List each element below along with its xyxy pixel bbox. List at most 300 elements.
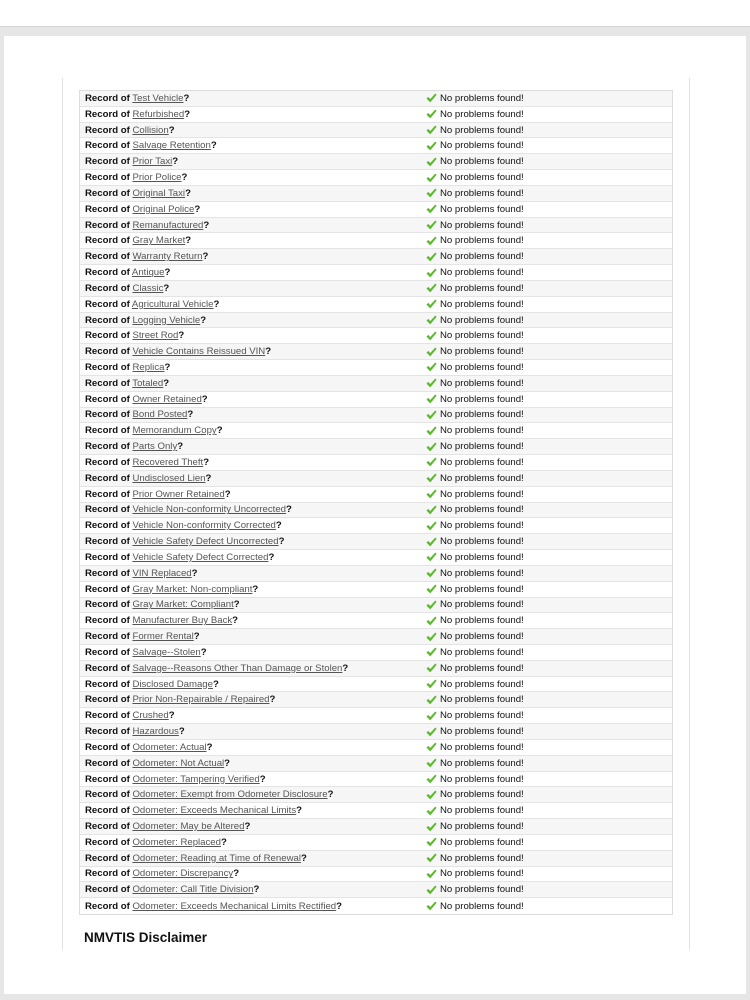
record-type-link[interactable]: Odometer: Not Actual [132,757,225,769]
record-prefix: Record of [85,789,130,801]
record-row [80,898,672,914]
record-row [80,138,672,154]
checkmark-icon [426,853,437,863]
record-row [80,123,672,139]
record-question-mark: ? [296,805,303,817]
record-status [426,536,524,547]
status-text: No problems found! [440,330,524,342]
checkmark-icon [426,109,437,119]
record-status [426,409,524,420]
record-status [426,93,524,104]
record-type-link[interactable]: Remanufactured [132,219,204,231]
record-status [426,710,524,721]
checkmark-icon [426,236,437,246]
status-text: No problems found! [440,757,524,769]
record-question-mark: ? [300,852,307,864]
record-prefix: Record of [85,282,130,294]
record-label [80,884,426,895]
record-type-link[interactable]: Odometer: May be Altered [132,821,245,832]
status-text: No problems found! [440,536,524,548]
record-type-link[interactable]: Collision [132,124,169,136]
checkmark-icon [426,537,437,547]
record-prefix: Record of [85,583,130,595]
record-status [426,758,524,769]
status-text: No problems found! [440,409,524,421]
record-label [80,584,426,595]
record-question-mark: ? [224,488,231,500]
record-label [80,378,426,389]
record-status [426,789,524,800]
checkmark-icon [426,188,437,198]
checkmark-icon [426,901,437,911]
record-type-link[interactable]: Odometer: Call Title Division [132,884,254,896]
record-question-mark: ? [216,425,223,437]
checkmark-icon [426,822,437,832]
record-type-link[interactable]: Vehicle Non-conformity Uncorrected [132,504,287,516]
record-row [80,740,672,756]
record-row [80,471,672,487]
record-status [426,425,524,436]
checkmark-icon [426,457,437,467]
record-prefix: Record of [85,599,130,611]
record-label [80,346,426,357]
record-prefix: Record of [85,726,130,738]
record-prefix: Record of [85,140,130,152]
record-row [80,107,672,123]
status-text: No problems found! [440,346,524,358]
checkmark-icon [426,758,437,768]
record-question-mark: ? [168,124,175,136]
record-status [426,868,524,879]
record-status [426,615,524,626]
record-type-link[interactable]: Gray Market: Non-compliant [132,583,253,595]
record-question-mark: ? [181,172,188,184]
record-prefix: Record of [85,267,130,279]
status-text: No problems found! [440,298,524,310]
record-type-link[interactable]: Vehicle Safety Defect Corrected [132,551,269,563]
record-type-link[interactable]: Recovered Theft [132,456,204,468]
record-row [80,613,672,629]
record-status [426,552,524,563]
record-prefix: Record of [85,488,130,500]
record-type-link[interactable]: Crushed [132,710,169,722]
record-type-link[interactable]: Totaled [132,377,164,389]
checkmark-icon [426,647,437,657]
record-row [80,186,672,202]
record-label [80,821,426,832]
record-row [80,882,672,898]
record-status [426,125,524,136]
record-row [80,360,672,376]
record-label [80,204,426,215]
record-status [426,584,524,595]
record-type-link[interactable]: Hazardous [132,726,179,738]
record-question-mark: ? [184,108,191,120]
record-label [80,267,426,278]
record-prefix: Record of [85,852,130,864]
record-status [426,235,524,246]
checkmark-icon [426,125,437,135]
checkmark-icon [426,378,437,388]
record-type-link[interactable]: Odometer: Actual [132,741,207,753]
status-text: No problems found! [440,805,524,817]
record-label [80,188,426,199]
record-type-link[interactable]: Refurbished [132,108,185,120]
record-row [80,724,672,740]
status-text: No problems found! [440,599,524,611]
status-text: No problems found! [440,92,524,104]
record-type-link[interactable]: VIN Replaced [132,567,192,579]
record-type-link[interactable]: Prior Police [132,172,182,184]
record-question-mark: ? [210,140,217,152]
record-question-mark: ? [205,472,212,484]
status-text: No problems found! [440,662,524,674]
record-type-link[interactable]: Gray Market [132,235,186,247]
record-question-mark: ? [269,694,276,706]
record-type-link[interactable]: Odometer: Exempt from Odometer Disclosure [132,789,328,801]
record-row [80,851,672,867]
record-label [80,710,426,721]
record-question-mark: ? [203,456,210,468]
record-row [80,756,672,772]
status-text: No problems found! [440,314,524,326]
record-label [80,235,426,246]
report-content [62,78,690,950]
record-question-mark: ? [164,267,171,279]
record-label [80,156,426,167]
record-label [80,220,426,231]
record-question-mark: ? [278,536,285,548]
record-prefix: Record of [85,108,130,120]
record-row [80,392,672,408]
record-row [80,408,672,424]
status-text: No problems found! [440,251,524,263]
status-text: No problems found! [440,140,524,152]
record-row [80,629,672,645]
checkmark-icon [426,410,437,420]
record-row [80,218,672,234]
record-type-link[interactable]: Prior Non-Repairable / Repaired [132,694,270,706]
record-label [80,330,426,341]
checkmark-icon [426,727,437,737]
record-type-link[interactable]: Agricultural Vehicle [131,298,214,310]
record-prefix: Record of [85,156,130,168]
status-text: No problems found! [440,203,524,215]
status-text: No problems found! [440,472,524,484]
record-label [80,109,426,120]
record-question-mark: ? [187,409,194,421]
record-status [426,204,524,215]
record-row [80,249,672,265]
record-label [80,536,426,547]
record-prefix: Record of [85,741,130,753]
record-status [426,330,524,341]
record-prefix: Record of [85,757,130,769]
record-status [426,394,524,405]
checkmark-icon [426,362,437,372]
checkmark-icon [426,347,437,357]
status-text: No problems found! [440,646,524,658]
record-label [80,599,426,610]
status-text: No problems found! [440,361,524,373]
record-row [80,376,672,392]
record-prefix: Record of [85,187,130,199]
record-prefix: Record of [85,884,130,896]
record-type-link[interactable]: Salvage--Reasons Other Than Damage or Stolen [132,662,343,674]
record-type-link[interactable]: Logging Vehicle [132,314,201,326]
record-question-mark: ? [224,757,231,769]
record-label [80,504,426,515]
record-status [426,299,524,310]
record-question-mark: ? [168,710,175,722]
record-label [80,489,426,500]
checkmark-icon [426,869,437,879]
record-status [426,489,524,500]
record-label [80,409,426,420]
record-question-mark: ? [194,203,201,215]
record-prefix: Record of [85,330,130,342]
record-type-link[interactable]: Bond Posted [132,409,188,421]
record-status [426,378,524,389]
record-status [426,568,524,579]
record-type-link[interactable]: Manufacturer Buy Back [132,615,233,627]
record-type-link[interactable]: Classic [132,282,164,294]
record-status [426,726,524,737]
record-status [426,346,524,357]
record-prefix: Record of [85,346,130,358]
record-prefix: Record of [85,678,130,690]
record-type-link[interactable]: Memorandum Copy [132,425,217,437]
checkmark-icon [426,806,437,816]
checkmark-icon [426,173,437,183]
record-type-link[interactable]: Antique [131,267,165,279]
record-row [80,787,672,803]
record-type-link[interactable]: Prior Owner Retained [132,488,225,500]
record-prefix: Record of [85,504,130,516]
record-type-link[interactable]: Vehicle Contains Reissued VIN [132,346,266,358]
status-text: No problems found! [440,393,524,405]
checkmark-icon [426,331,437,341]
record-prefix: Record of [85,425,130,437]
disclaimer-heading: NMVTIS Disclaimer [84,930,208,945]
record-prefix: Record of [85,821,130,832]
status-text: No problems found! [440,108,524,120]
record-type-link[interactable]: Odometer: Tampering Verified [132,773,260,785]
record-question-mark: ? [193,631,200,643]
record-row [80,772,672,788]
record-type-link[interactable]: Salvage Retention [132,140,211,152]
record-prefix: Record of [85,805,130,817]
record-question-mark: ? [202,251,209,263]
checkmark-icon [426,252,437,262]
record-label [80,647,426,658]
record-question-mark: ? [191,567,198,579]
record-row [80,202,672,218]
record-type-link[interactable]: Odometer: Discrepancy [132,868,234,880]
record-prefix: Record of [85,520,130,532]
record-prefix: Record of [85,172,130,184]
status-text: No problems found! [440,219,524,231]
record-type-link[interactable]: Odometer: Reading at Time of Renewal [132,852,301,864]
checkmark-icon [426,679,437,689]
record-label [80,679,426,690]
checkmark-icon [426,505,437,515]
previous-page-edge [0,0,750,27]
record-row [80,835,672,851]
record-question-mark: ? [233,599,240,611]
record-label [80,726,426,737]
status-text: No problems found! [440,583,524,595]
checkmark-icon [426,315,437,325]
record-type-link[interactable]: Original Police [132,203,195,215]
record-question-mark: ? [183,92,190,104]
record-type-link[interactable]: Replica [132,361,165,373]
record-label [80,299,426,310]
record-row [80,645,672,661]
record-prefix: Record of [85,710,130,722]
status-text: No problems found! [440,852,524,864]
record-prefix: Record of [85,551,130,563]
record-prefix: Record of [85,900,130,912]
record-question-mark: ? [220,836,227,848]
record-type-link[interactable]: Prior Taxi [132,156,173,168]
document-page [4,36,746,994]
record-row [80,344,672,360]
record-prefix: Record of [85,868,130,880]
record-question-mark: ? [164,361,171,373]
checkmark-icon [426,141,437,151]
status-text: No problems found! [440,156,524,168]
record-status [426,884,524,895]
record-status [426,694,524,705]
status-text: No problems found! [440,377,524,389]
record-row [80,867,672,883]
record-question-mark: ? [185,187,191,199]
record-type-link[interactable]: Vehicle Safety Defect Uncorrected [132,536,279,548]
record-label [80,615,426,626]
record-label [80,140,426,151]
status-text: No problems found! [440,789,524,801]
checkmark-icon [426,394,437,404]
record-status [426,251,524,262]
checkmark-icon [426,204,437,214]
record-question-mark: ? [233,868,240,880]
record-status [426,220,524,231]
record-question-mark: ? [268,551,275,563]
record-prefix: Record of [85,773,130,785]
checkmark-icon [426,299,437,309]
status-text: No problems found! [440,124,524,136]
record-status [426,504,524,515]
record-label [80,552,426,563]
record-status [426,520,524,531]
checkmark-icon [426,616,437,626]
record-status [426,821,524,832]
status-text: No problems found! [440,868,524,880]
record-label [80,742,426,753]
record-row [80,661,672,677]
record-prefix: Record of [85,203,130,215]
status-text: No problems found! [440,425,524,437]
record-type-link[interactable]: Owner Retained [132,393,202,405]
record-status [426,172,524,183]
record-status [426,109,524,120]
record-type-link[interactable]: Disclosed Damage [132,678,213,690]
record-row [80,550,672,566]
record-type-link[interactable]: Former Rental [132,631,194,643]
record-type-link[interactable]: Odometer: Exceeds Mechanical Limits [132,805,297,817]
record-label [80,868,426,879]
status-text: No problems found! [440,631,524,643]
record-type-link[interactable]: Undisclosed Lien [132,472,206,484]
status-text: No problems found! [440,615,524,627]
record-prefix: Record of [85,456,130,468]
checkmark-icon [426,283,437,293]
record-type-link[interactable]: Odometer: Exceeds Mechanical Limits Rectified [132,900,337,912]
record-prefix: Record of [85,836,130,848]
record-question-mark: ? [178,330,185,342]
record-question-mark: ? [203,219,210,231]
status-text: No problems found! [440,551,524,563]
record-status [426,774,524,785]
checkmark-icon [426,584,437,594]
record-type-link[interactable]: Street Rod [132,330,179,342]
record-row [80,598,672,614]
record-question-mark: ? [163,377,170,389]
record-type-link[interactable]: Odometer: Replaced [132,836,221,848]
record-prefix: Record of [85,219,130,231]
record-question-mark: ? [212,678,219,690]
checkmark-icon [426,711,437,721]
record-status [426,663,524,674]
record-question-mark: ? [259,773,266,785]
record-prefix: Record of [85,251,130,263]
record-type-link[interactable]: Parts Only [132,441,178,453]
record-prefix: Record of [85,646,130,658]
status-text: No problems found! [440,773,524,785]
record-question-mark: ? [265,346,272,358]
checkmark-icon [426,268,437,278]
record-row [80,582,672,598]
record-row [80,819,672,835]
checkmark-icon [426,442,437,452]
record-prefix: Record of [85,615,130,627]
record-prefix: Record of [85,393,130,405]
status-text: No problems found! [440,821,524,832]
record-question-mark: ? [253,884,260,896]
record-type-link[interactable]: Original Taxi [132,187,186,199]
record-type-link[interactable]: Test Vehicle [132,92,184,104]
record-question-mark: ? [200,646,207,658]
record-type-link[interactable]: Gray Market: Compliant [132,599,234,611]
record-status [426,901,524,912]
record-question-mark: ? [244,821,251,832]
checkmark-icon [426,885,437,895]
record-type-link[interactable]: Salvage--Stolen [132,646,201,658]
record-status [426,742,524,753]
record-label [80,425,426,436]
record-prefix: Record of [85,694,130,706]
record-question-mark: ? [286,504,292,516]
record-type-link[interactable]: Vehicle Non-conformity Corrected [132,520,276,532]
checkmark-icon [426,521,437,531]
record-question-mark: ? [327,789,334,801]
record-question-mark: ? [206,741,213,753]
checkmark-icon [426,663,437,673]
checkmark-icon [426,568,437,578]
record-type-link[interactable]: Warranty Return [132,251,203,263]
record-status [426,362,524,373]
